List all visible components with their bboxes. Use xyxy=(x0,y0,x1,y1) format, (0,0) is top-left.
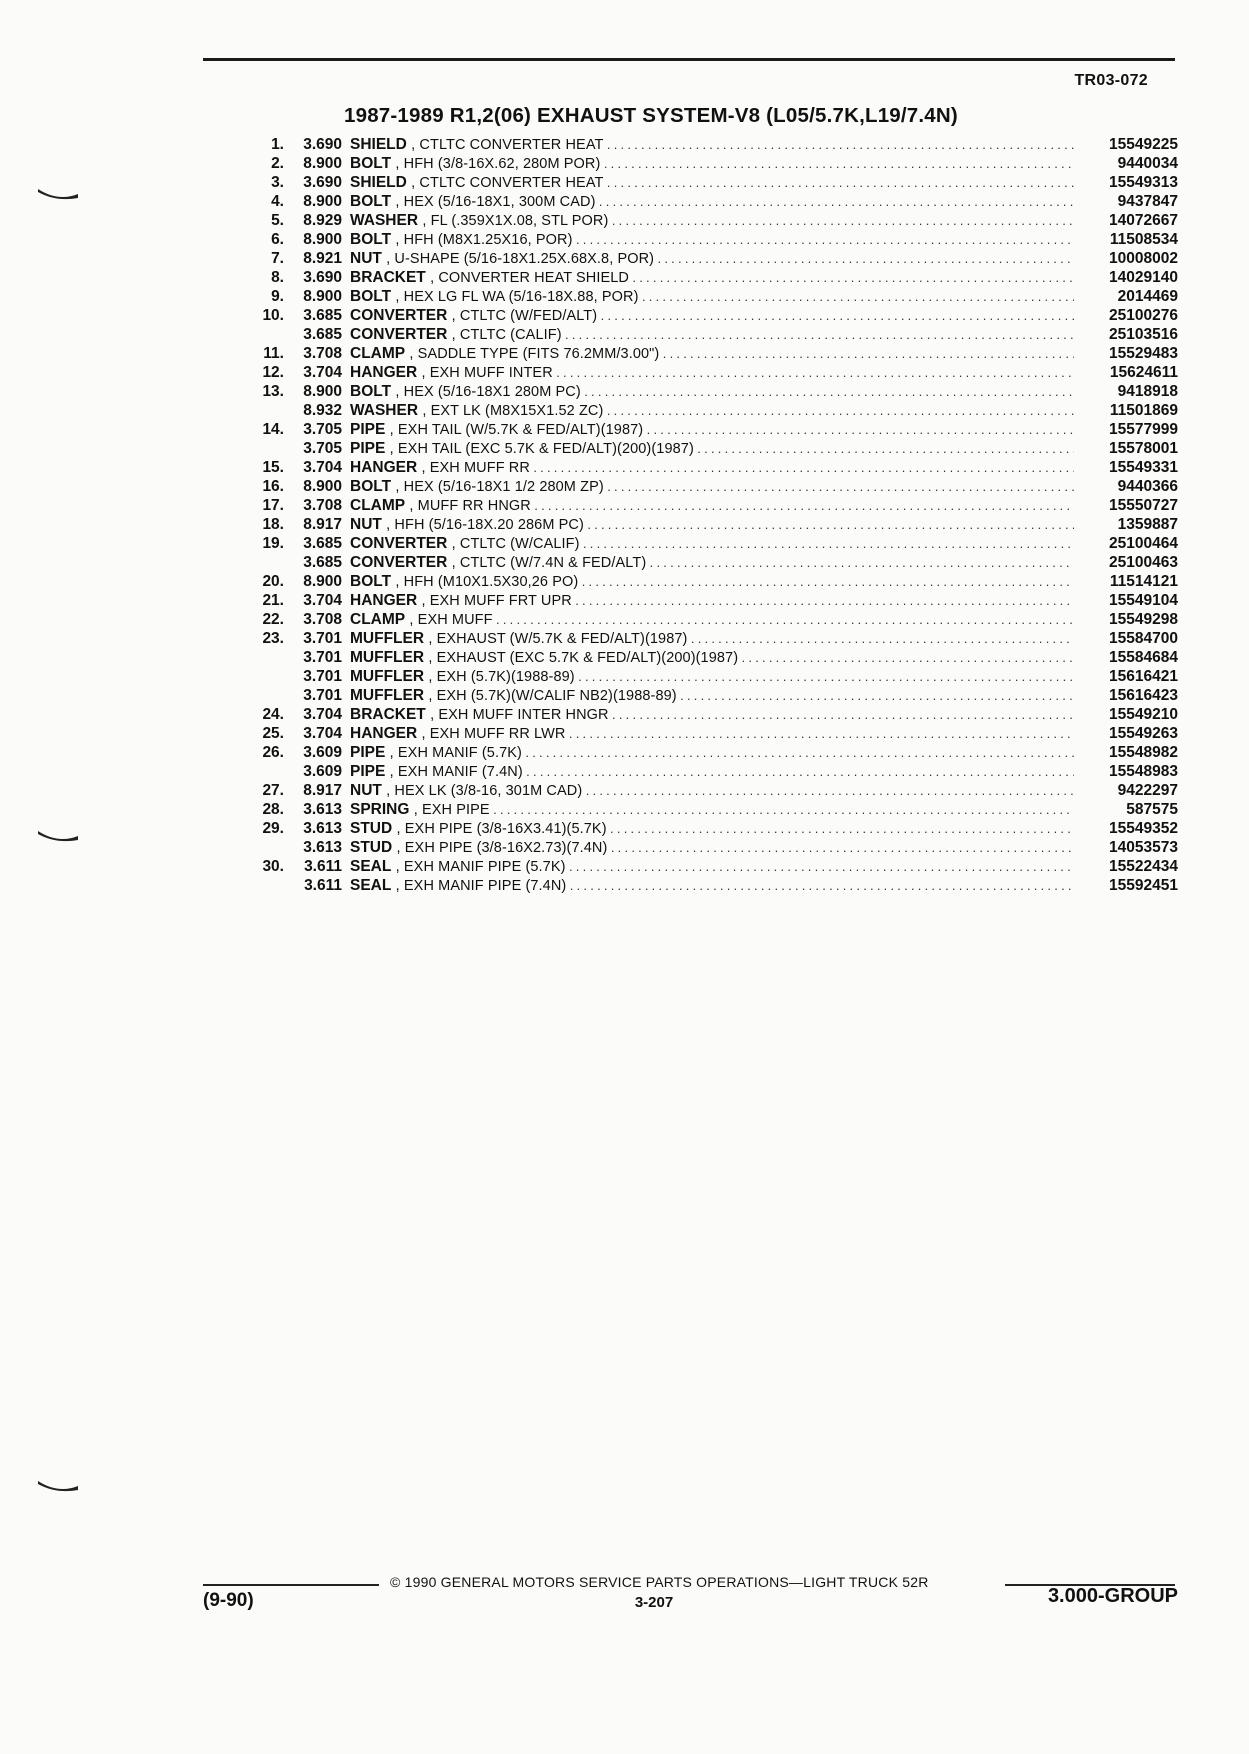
item-number: 19. xyxy=(262,535,284,552)
group-number: 8.900 xyxy=(303,231,342,248)
part-qualifier: , CONVERTER HEAT SHIELD xyxy=(430,270,629,286)
part-description xyxy=(342,857,1074,877)
part-description xyxy=(342,420,1074,440)
part-row xyxy=(240,705,1178,724)
item-number: 14. xyxy=(262,421,284,438)
part-number: 15616423 xyxy=(1109,687,1178,704)
group-number: 3.708 xyxy=(303,345,342,362)
part-name: MUFFLER xyxy=(350,649,425,666)
part-name: BOLT xyxy=(350,573,392,590)
part-number: 14072667 xyxy=(1109,212,1178,229)
part-qualifier: , EXH MANIF (7.4N) xyxy=(389,764,523,780)
part-number: 15549225 xyxy=(1109,136,1178,153)
part-description xyxy=(342,344,1074,364)
part-qualifier: , EXH PIPE (3/8-16X3.41)(5.7K) xyxy=(396,821,607,837)
page-title: 1987-1989 R1,2(06) EXHAUST SYSTEM-V8 (L05/5.7K,L19/7.4N) xyxy=(344,104,958,127)
part-name: BRACKET xyxy=(350,706,426,723)
item-number: 15. xyxy=(262,459,284,476)
part-name: PIPE xyxy=(350,763,386,780)
part-qualifier: , EXH MANIF (5.7K) xyxy=(389,745,522,761)
part-description xyxy=(342,458,1074,478)
item-number: 2. xyxy=(271,155,284,172)
item-number: 11. xyxy=(263,345,284,362)
part-qualifier: , EXH (5.7K)(W/CALIF NB2)(1988-89) xyxy=(428,688,677,704)
group-number: 3.613 xyxy=(303,820,342,837)
part-number: 15616421 xyxy=(1109,668,1178,685)
part-row xyxy=(240,857,1178,876)
part-number: 11508534 xyxy=(1109,231,1178,248)
part-qualifier: , CTLTC (W/CALIF) xyxy=(451,536,580,552)
part-number: 25100464 xyxy=(1109,535,1178,552)
part-qualifier: , EXH MUFF xyxy=(409,612,493,628)
part-qualifier: , EXH MANIF PIPE (5.7K) xyxy=(395,859,566,875)
group-number: 3.701 xyxy=(303,687,342,704)
part-number: 9437847 xyxy=(1117,193,1178,210)
part-description xyxy=(342,572,1074,592)
part-row xyxy=(240,382,1178,401)
part-number: 25100276 xyxy=(1109,307,1178,324)
part-name: CLAMP xyxy=(350,497,406,514)
item-number: 27. xyxy=(262,782,284,799)
part-name: SHIELD xyxy=(350,136,407,153)
item-number: 6. xyxy=(271,231,284,248)
group-number: 3.685 xyxy=(303,535,342,552)
part-description xyxy=(342,515,1074,535)
part-qualifier: , HEX LK (3/8-16, 301M CAD) xyxy=(386,783,583,799)
part-qualifier: , CTLTC CONVERTER HEAT xyxy=(411,137,604,153)
part-description xyxy=(342,743,1074,763)
part-qualifier: , EXH PIPE xyxy=(413,802,490,818)
part-row xyxy=(240,192,1178,211)
part-qualifier: , FL (.359X1X.08, STL POR) xyxy=(422,213,609,229)
part-row xyxy=(240,686,1178,705)
part-name: CONVERTER xyxy=(350,554,448,571)
part-number: 15522434 xyxy=(1109,858,1178,875)
part-row xyxy=(240,667,1178,686)
item-number: 26. xyxy=(262,744,284,761)
part-name: PIPE xyxy=(350,440,386,457)
item-number: 16. xyxy=(262,478,284,495)
part-number: 9440366 xyxy=(1117,478,1178,495)
top-rule xyxy=(203,58,1175,61)
part-row xyxy=(240,344,1178,363)
part-name: SEAL xyxy=(350,877,392,894)
part-row xyxy=(240,401,1178,420)
part-name: STUD xyxy=(350,839,393,856)
part-description xyxy=(342,553,1074,573)
item-number: 29. xyxy=(262,820,284,837)
part-qualifier: , EXH PIPE (3/8-16X2.73)(7.4N) xyxy=(396,840,608,856)
group-number: 8.917 xyxy=(303,782,342,799)
part-row xyxy=(240,230,1178,249)
part-number: 15549298 xyxy=(1109,611,1178,628)
item-number: 17. xyxy=(262,497,284,514)
part-qualifier: , EXH MUFF FRT UPR xyxy=(421,593,572,609)
group-number: 3.611 xyxy=(304,858,342,875)
group-number: 8.932 xyxy=(303,402,342,419)
part-description xyxy=(342,762,1074,782)
part-name: BOLT xyxy=(350,193,392,210)
group-number: 8.900 xyxy=(303,383,342,400)
part-number: 14053573 xyxy=(1109,839,1178,856)
part-name: BOLT xyxy=(350,383,392,400)
part-number: 15584684 xyxy=(1109,649,1178,666)
part-name: MUFFLER xyxy=(350,687,425,704)
part-qualifier: , EXH MUFF INTER xyxy=(421,365,553,381)
part-description xyxy=(342,382,1074,402)
item-number: 7. xyxy=(271,250,284,267)
part-description xyxy=(342,534,1074,554)
group-number: 3.701 xyxy=(303,649,342,666)
part-name: SHIELD xyxy=(350,174,407,191)
group-number: 8.900 xyxy=(303,478,342,495)
part-qualifier: , EXH (5.7K)(1988-89) xyxy=(428,669,575,685)
group-number: 3.690 xyxy=(303,174,342,191)
document-code: TR03-072 xyxy=(1074,72,1148,89)
item-number: 9. xyxy=(271,288,284,305)
part-number: 1359887 xyxy=(1117,516,1178,533)
item-number: 3. xyxy=(271,174,284,191)
part-row xyxy=(240,610,1178,629)
part-description xyxy=(342,610,1074,630)
group-number: 3.708 xyxy=(303,611,342,628)
part-number: 15549352 xyxy=(1109,820,1178,837)
item-number: 21. xyxy=(262,592,284,609)
part-name: BOLT xyxy=(350,231,392,248)
group-number: 3.609 xyxy=(303,744,342,761)
part-qualifier: , CTLTC (W/7.4N & FED/ALT) xyxy=(451,555,647,571)
part-name: SEAL xyxy=(350,858,392,875)
item-number: 10. xyxy=(262,307,284,324)
part-name: CONVERTER xyxy=(350,326,448,343)
part-name: CLAMP xyxy=(350,345,406,362)
group-number: 3.685 xyxy=(303,326,342,343)
part-qualifier: , EXH MUFF INTER HNGR xyxy=(430,707,609,723)
part-description xyxy=(342,800,1074,820)
part-number: 25100463 xyxy=(1109,554,1178,571)
part-description xyxy=(342,724,1074,744)
item-number: 13. xyxy=(262,383,284,400)
part-number: 587575 xyxy=(1126,801,1178,818)
part-name: BOLT xyxy=(350,155,392,172)
part-row xyxy=(240,135,1178,154)
part-row xyxy=(240,876,1178,895)
group-number: 8.900 xyxy=(303,573,342,590)
part-description xyxy=(342,154,1074,174)
group-number: 3.685 xyxy=(303,307,342,324)
parts-list xyxy=(240,135,1178,895)
part-description xyxy=(342,249,1074,269)
part-number: 15549331 xyxy=(1109,459,1178,476)
part-name: BOLT xyxy=(350,478,392,495)
part-row xyxy=(240,249,1178,268)
part-description xyxy=(342,325,1074,345)
part-qualifier: , HEX (5/16-18X1 1/2 280M ZP) xyxy=(395,479,604,495)
part-number: 15577999 xyxy=(1109,421,1178,438)
part-qualifier: , EXH MANIF PIPE (7.4N) xyxy=(395,878,567,894)
part-qualifier: , EXT LK (M8X15X1.52 ZC) xyxy=(422,403,604,419)
group-number: 3.704 xyxy=(303,459,342,476)
part-row xyxy=(240,781,1178,800)
part-description xyxy=(342,401,1074,421)
part-number: 15584700 xyxy=(1109,630,1178,647)
part-description xyxy=(342,686,1074,706)
group-number: 3.705 xyxy=(303,421,342,438)
item-number: 8. xyxy=(271,269,284,286)
item-number: 20. xyxy=(262,573,284,590)
part-description xyxy=(342,211,1074,231)
part-number: 11514121 xyxy=(1109,573,1178,590)
part-description xyxy=(342,287,1074,307)
item-number: 30. xyxy=(262,858,284,875)
part-qualifier: , CTLTC (CALIF) xyxy=(451,327,562,343)
part-description xyxy=(342,439,1074,459)
part-qualifier: , HFH (M8X1.25X16, POR) xyxy=(395,232,573,248)
part-description xyxy=(342,876,1074,896)
part-number: 10008002 xyxy=(1109,250,1178,267)
part-name: HANGER xyxy=(350,592,418,609)
group-number: 3.704 xyxy=(303,725,342,742)
group-number: 3.704 xyxy=(303,706,342,723)
part-row xyxy=(240,838,1178,857)
part-row xyxy=(240,572,1178,591)
part-row xyxy=(240,800,1178,819)
part-qualifier: , U-SHAPE (5/16-18X1.25X.68X.8, POR) xyxy=(386,251,655,267)
footer-rule-left xyxy=(203,1584,379,1586)
part-number: 9418918 xyxy=(1117,383,1178,400)
part-description xyxy=(342,363,1074,383)
part-number: 15549313 xyxy=(1109,174,1178,191)
group-number: 8.900 xyxy=(303,193,342,210)
part-description xyxy=(342,667,1074,687)
group-number: 3.685 xyxy=(303,554,342,571)
part-name: MUFFLER xyxy=(350,668,425,685)
part-description xyxy=(342,477,1074,497)
part-name: STUD xyxy=(350,820,393,837)
group-number: 8.929 xyxy=(303,212,342,229)
part-row xyxy=(240,534,1178,553)
part-name: HANGER xyxy=(350,459,418,476)
item-number: 1. xyxy=(271,136,284,153)
part-name: CONVERTER xyxy=(350,535,448,552)
part-qualifier: , EXH TAIL (EXC 5.7K & FED/ALT)(200)(1987) xyxy=(389,441,694,457)
part-row xyxy=(240,819,1178,838)
part-number: 15624611 xyxy=(1109,364,1178,381)
part-name: NUT xyxy=(350,250,382,267)
item-number: 22. xyxy=(262,611,284,628)
part-row xyxy=(240,325,1178,344)
part-row xyxy=(240,724,1178,743)
part-row xyxy=(240,743,1178,762)
part-number: 15529483 xyxy=(1109,345,1178,362)
part-number: 25103516 xyxy=(1109,326,1178,343)
part-description xyxy=(342,496,1074,516)
part-row xyxy=(240,629,1178,648)
part-name: WASHER xyxy=(350,402,419,419)
part-row xyxy=(240,154,1178,173)
part-name: CONVERTER xyxy=(350,307,448,324)
binder-mark xyxy=(36,1478,80,1494)
part-row xyxy=(240,420,1178,439)
part-number: 15548982 xyxy=(1109,744,1178,761)
part-number: 14029140 xyxy=(1109,269,1178,286)
part-description xyxy=(342,268,1074,288)
part-name: CLAMP xyxy=(350,611,406,628)
item-number: 23. xyxy=(262,630,284,647)
part-row xyxy=(240,648,1178,667)
part-qualifier: , EXH MUFF RR LWR xyxy=(421,726,566,742)
item-number: 4. xyxy=(271,193,284,210)
part-row xyxy=(240,496,1178,515)
part-row xyxy=(240,211,1178,230)
group-number: 3.704 xyxy=(303,364,342,381)
item-number: 18. xyxy=(262,516,284,533)
part-row xyxy=(240,287,1178,306)
part-qualifier: , CTLTC CONVERTER HEAT xyxy=(411,175,604,191)
part-number: 15549104 xyxy=(1109,592,1178,609)
part-number: 2014469 xyxy=(1117,288,1178,305)
part-row xyxy=(240,173,1178,192)
footer-date: (9-90) xyxy=(203,1590,254,1611)
part-description xyxy=(342,781,1074,801)
binder-mark xyxy=(36,186,80,202)
group-number: 3.708 xyxy=(303,497,342,514)
part-row xyxy=(240,363,1178,382)
part-qualifier: , HFH (M10X1.5X30,26 PO) xyxy=(395,574,579,590)
item-number: 25. xyxy=(262,725,284,742)
footer-group: 3.000-GROUP xyxy=(1047,1585,1178,1607)
footer-copyright: © 1990 GENERAL MOTORS SERVICE PARTS OPERATIONS—LIGHT TRUCK 52R xyxy=(390,1574,929,1590)
group-number: 3.613 xyxy=(303,839,342,856)
part-qualifier: , HEX LG FL WA (5/16-18X.88, POR) xyxy=(395,289,639,305)
part-qualifier: , CTLTC (W/FED/ALT) xyxy=(451,308,598,324)
part-description xyxy=(342,230,1074,250)
binder-mark xyxy=(36,828,80,844)
part-qualifier: , EXHAUST (W/5.7K & FED/ALT)(1987) xyxy=(428,631,688,647)
part-description xyxy=(342,705,1074,725)
part-qualifier: , EXHAUST (EXC 5.7K & FED/ALT)(200)(1987) xyxy=(428,650,739,666)
part-name: BOLT xyxy=(350,288,392,305)
group-number: 3.701 xyxy=(303,630,342,647)
group-number: 3.701 xyxy=(303,668,342,685)
part-qualifier: , HEX (5/16-18X1, 300M CAD) xyxy=(395,194,596,210)
item-number: 24. xyxy=(262,706,284,723)
part-row xyxy=(240,553,1178,572)
part-number: 9422297 xyxy=(1117,782,1178,799)
part-number: 15592451 xyxy=(1109,877,1178,894)
part-name: SPRING xyxy=(350,801,410,818)
part-description xyxy=(342,306,1074,326)
group-number: 3.690 xyxy=(303,269,342,286)
part-name: BRACKET xyxy=(350,269,426,286)
part-qualifier: , HFH (3/8-16X.62, 280M POR) xyxy=(395,156,601,172)
part-name: PIPE xyxy=(350,421,386,438)
item-number: 12. xyxy=(262,364,284,381)
group-number: 8.917 xyxy=(303,516,342,533)
part-name: MUFFLER xyxy=(350,630,425,647)
group-number: 3.705 xyxy=(303,440,342,457)
part-description xyxy=(342,629,1074,649)
part-number: 15548983 xyxy=(1109,763,1178,780)
item-number: 5. xyxy=(271,212,284,229)
part-row xyxy=(240,762,1178,781)
part-qualifier: , EXH MUFF RR xyxy=(421,460,530,476)
part-description xyxy=(342,838,1074,858)
part-description xyxy=(342,173,1074,193)
part-qualifier: , HEX (5/16-18X1 280M PC) xyxy=(395,384,581,400)
part-name: NUT xyxy=(350,516,382,533)
group-number: 8.921 xyxy=(303,250,342,267)
part-qualifier: , HFH (5/16-18X.20 286M PC) xyxy=(386,517,584,533)
part-name: HANGER xyxy=(350,725,418,742)
part-number: 9440034 xyxy=(1117,155,1178,172)
group-number: 8.900 xyxy=(303,155,342,172)
part-row xyxy=(240,306,1178,325)
part-name: PIPE xyxy=(350,744,386,761)
page-number: 3-207 xyxy=(634,1594,674,1611)
part-description xyxy=(342,591,1074,611)
part-number: 15550727 xyxy=(1109,497,1178,514)
group-number: 3.690 xyxy=(303,136,342,153)
part-row xyxy=(240,515,1178,534)
part-number: 15578001 xyxy=(1109,440,1178,457)
group-number: 3.611 xyxy=(304,877,342,894)
part-description xyxy=(342,648,1074,668)
part-number: 15549210 xyxy=(1109,706,1178,723)
part-name: HANGER xyxy=(350,364,418,381)
part-qualifier: , SADDLE TYPE (FITS 76.2MM/3.00") xyxy=(409,346,660,362)
part-description xyxy=(342,135,1074,155)
group-number: 8.900 xyxy=(303,288,342,305)
group-number: 3.609 xyxy=(303,763,342,780)
item-number: 28. xyxy=(262,801,284,818)
part-row xyxy=(240,268,1178,287)
part-qualifier: , EXH TAIL (W/5.7K & FED/ALT)(1987) xyxy=(389,422,644,438)
part-description xyxy=(342,192,1074,212)
group-number: 3.613 xyxy=(303,801,342,818)
part-row xyxy=(240,591,1178,610)
part-qualifier: , MUFF RR HNGR xyxy=(409,498,531,514)
part-number: 11501869 xyxy=(1109,402,1178,419)
part-row xyxy=(240,439,1178,458)
part-row xyxy=(240,477,1178,496)
part-name: NUT xyxy=(350,782,382,799)
part-description xyxy=(342,819,1074,839)
part-row xyxy=(240,458,1178,477)
part-number: 15549263 xyxy=(1109,725,1178,742)
part-name: WASHER xyxy=(350,212,419,229)
group-number: 3.704 xyxy=(303,592,342,609)
